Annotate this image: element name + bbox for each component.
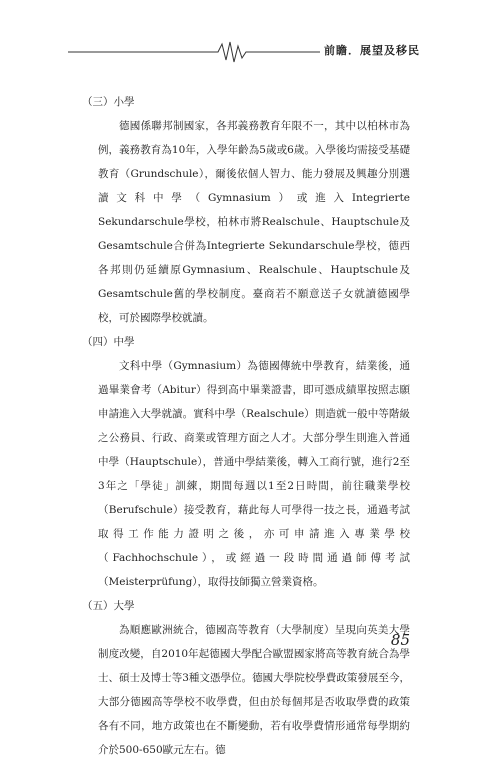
page-number: 85 — [390, 631, 410, 649]
section-university — [80, 594, 410, 762]
section-paragraph: 德國係聯邦制國家，各邦義務教育年限不一，其中以柏林市為例，義務教育為10年，入學年齡為5歲或6歲。入學後均需接受基礎教育（Grundschule），爾後依個人智力、能力發展及興趣分別選讀文科中學（Gymnasium）或進入Integrierte Sekundarschule學校，柏林市將Realschule、Hauptschule及Gesamtschule合併為Integrierte Sekundarschule學校，德西各邦則仍延續原Gymnasium、Realschule、Hauptschule及Gesamtschule舊的學校制度。臺商若不願意送子女就讀德國學校，可於國際學校就讀。 — [98, 120, 410, 324]
section-secondary-school — [80, 330, 410, 594]
section-paragraph: 為順應歐洲統合，德國高等教育（大學制度）呈現向英美大學制度改變，自2010年起德國大學配合歐盟國家將高等教育統合為學士、碩士及博士等3種文憑學位。德國大學院校學費政策發展至今，大部分德國高等學校不收學費，但由於每個邦是否收取學費的政策各有不同，地方政策也在不斷變動，若有收學費情形通常每學期約介於500-650歐元左右。德 — [98, 624, 410, 756]
running-header — [68, 40, 420, 64]
section-heading: （四）中學 — [82, 336, 135, 348]
section-heading: （五）大學 — [82, 600, 135, 612]
document-body — [80, 90, 410, 762]
section-heading: （三）小學 — [82, 96, 135, 108]
section-paragraph: 文科中學（Gymnasium）為德國傳統中學教育，結業後，通過畢業會考（Abitur）得到高中畢業證書，即可憑成績單按照志願申請進入大學就讀。實科中學（Realschule）則造就一般中等階級之公務員、行政、商業或管理方面之人才。大部分學生則進入普通中學（Hauptschule），普通中學結業後，轉入工商行號，進行2至3年之「學徒」訓練，期間每週以1至2日時間，前往職業學校（Berufschule）接受教育，藉此每人可學得一技之長，通過考試取得工作能力證明之後，亦可申請進入專業學校（Fachhochschule），或經過一段時間通過師傅考試（Meisterprüfung），取得技師獨立營業資格。 — [98, 360, 410, 588]
section-primary-school — [80, 90, 410, 330]
header-title: 前瞻．展望及移民 — [320, 42, 420, 58]
